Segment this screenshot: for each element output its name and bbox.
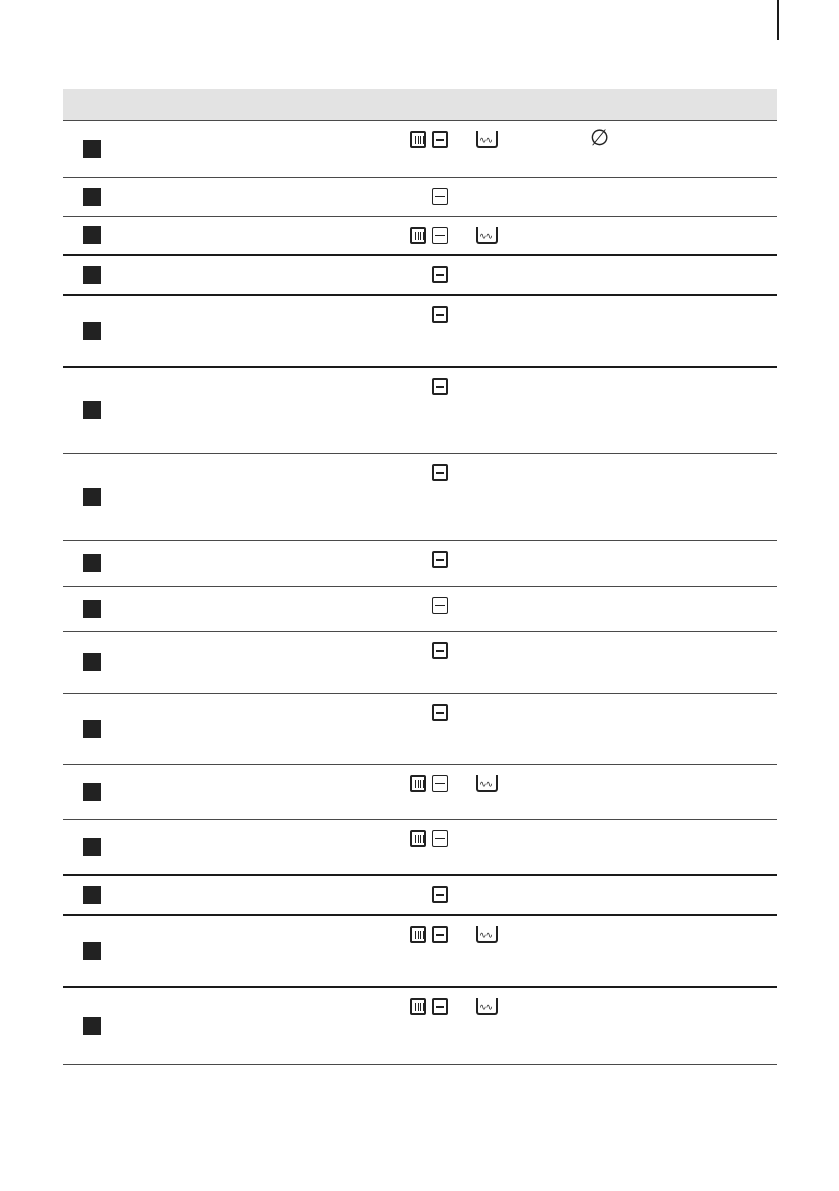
- symbols-cell: [406, 915, 777, 987]
- middle-cell: [273, 693, 406, 764]
- symbols-cell: [406, 693, 777, 764]
- bar-symbol-icon: [432, 266, 448, 283]
- symbols-cell: [406, 295, 777, 367]
- symbols-cell: [406, 586, 777, 631]
- bar-symbol-icon: [432, 886, 448, 903]
- middle-cell: [273, 631, 406, 693]
- symbols-cell: [406, 875, 777, 915]
- program-cell: [63, 540, 273, 586]
- bar-symbol-icon: [432, 306, 448, 323]
- program-cell: [63, 120, 273, 177]
- symbols-cell: [406, 819, 777, 875]
- middle-cell: [273, 177, 406, 216]
- bar-symbol-icon: [432, 830, 448, 847]
- bar-symbol-icon: [432, 998, 448, 1015]
- middle-cell: [273, 540, 406, 586]
- water-bath-icon: [476, 926, 498, 943]
- prohibited-icon: ∅: [590, 125, 610, 151]
- row-marker-square: [83, 140, 101, 158]
- symbols-cell: [406, 453, 777, 540]
- double-heating-icon: [410, 131, 426, 148]
- middle-cell: [273, 120, 406, 177]
- table-row: [63, 875, 777, 915]
- middle-cell: [273, 915, 406, 987]
- table-row: [63, 295, 777, 367]
- row-marker-square: [83, 653, 101, 671]
- middle-cell: [273, 987, 406, 1065]
- bar-symbol-icon: [432, 131, 448, 148]
- water-bath-icon: [476, 227, 498, 244]
- table-row: [63, 255, 777, 295]
- row-marker-square: [83, 266, 101, 284]
- table-row: [63, 540, 777, 586]
- symbols-cell: [406, 540, 777, 586]
- table-row: [63, 764, 777, 819]
- row-marker-square: [83, 886, 101, 904]
- row-marker-square: [83, 838, 101, 856]
- row-marker-square: [83, 1017, 101, 1035]
- water-bath-icon: [476, 998, 498, 1015]
- symbols-cell: [406, 631, 777, 693]
- row-marker-square: [83, 600, 101, 618]
- program-cell: [63, 764, 273, 819]
- table-row: [63, 177, 777, 216]
- header-cell-3: [406, 89, 777, 120]
- row-marker-square: [83, 488, 101, 506]
- row-marker-square: [83, 942, 101, 960]
- middle-cell: [273, 216, 406, 255]
- table-row: [63, 819, 777, 875]
- program-cell: [63, 367, 273, 454]
- symbols-cell: [406, 764, 777, 819]
- middle-cell: [273, 255, 406, 295]
- program-cell: [63, 255, 273, 295]
- header-cell-2: [273, 89, 406, 120]
- program-cell: [63, 915, 273, 987]
- bar-symbol-icon: [432, 704, 448, 721]
- double-heating-icon: [410, 998, 426, 1015]
- double-heating-icon: [410, 775, 426, 792]
- middle-cell: [273, 819, 406, 875]
- table-row: [63, 216, 777, 255]
- table-row: [63, 631, 777, 693]
- symbols-cell: [406, 120, 777, 177]
- program-cell: [63, 819, 273, 875]
- bar-symbol-icon: [432, 551, 448, 568]
- row-marker-square: [83, 720, 101, 738]
- table-row: [63, 367, 777, 454]
- double-heating-icon: [410, 926, 426, 943]
- middle-cell: [273, 586, 406, 631]
- symbols-cell: [406, 216, 777, 255]
- middle-cell: [273, 764, 406, 819]
- table-header-row: [63, 89, 777, 120]
- program-cell: [63, 987, 273, 1065]
- table-row: [63, 586, 777, 631]
- double-heating-icon: [410, 830, 426, 847]
- bar-symbol-icon: [432, 378, 448, 395]
- program-table: [63, 89, 777, 1065]
- program-cell: [63, 453, 273, 540]
- row-marker-square: [83, 554, 101, 572]
- row-marker-square: [83, 401, 101, 419]
- row-marker-square: [83, 188, 101, 206]
- table-row: [63, 915, 777, 987]
- bar-symbol-icon: [432, 464, 448, 481]
- table-row: [63, 453, 777, 540]
- row-marker-square: [83, 226, 101, 244]
- bar-symbol-icon: [432, 597, 448, 614]
- bar-symbol-icon: [432, 926, 448, 943]
- program-cell: [63, 177, 273, 216]
- row-marker-square: [83, 783, 101, 801]
- symbols-cell: [406, 987, 777, 1065]
- program-cell: [63, 631, 273, 693]
- table-row: [63, 120, 777, 177]
- program-cell: [63, 586, 273, 631]
- program-cell: [63, 216, 273, 255]
- middle-cell: [273, 367, 406, 454]
- symbols-cell: [406, 177, 777, 216]
- bar-symbol-icon: [432, 227, 448, 244]
- header-cell-1: [63, 89, 273, 120]
- water-bath-icon: [476, 131, 498, 148]
- middle-cell: [273, 875, 406, 915]
- table-row: [63, 987, 777, 1065]
- symbols-cell: [406, 255, 777, 295]
- water-bath-icon: [476, 775, 498, 792]
- program-cell: [63, 295, 273, 367]
- page-corner-mark: [777, 0, 779, 40]
- bar-symbol-icon: [432, 775, 448, 792]
- table-row: [63, 693, 777, 764]
- program-cell: [63, 693, 273, 764]
- row-marker-square: [83, 322, 101, 340]
- program-cell: [63, 875, 273, 915]
- bar-symbol-icon: [432, 188, 448, 205]
- symbols-cell: [406, 367, 777, 454]
- double-heating-icon: [410, 227, 426, 244]
- middle-cell: [273, 453, 406, 540]
- middle-cell: [273, 295, 406, 367]
- bar-symbol-icon: [432, 642, 448, 659]
